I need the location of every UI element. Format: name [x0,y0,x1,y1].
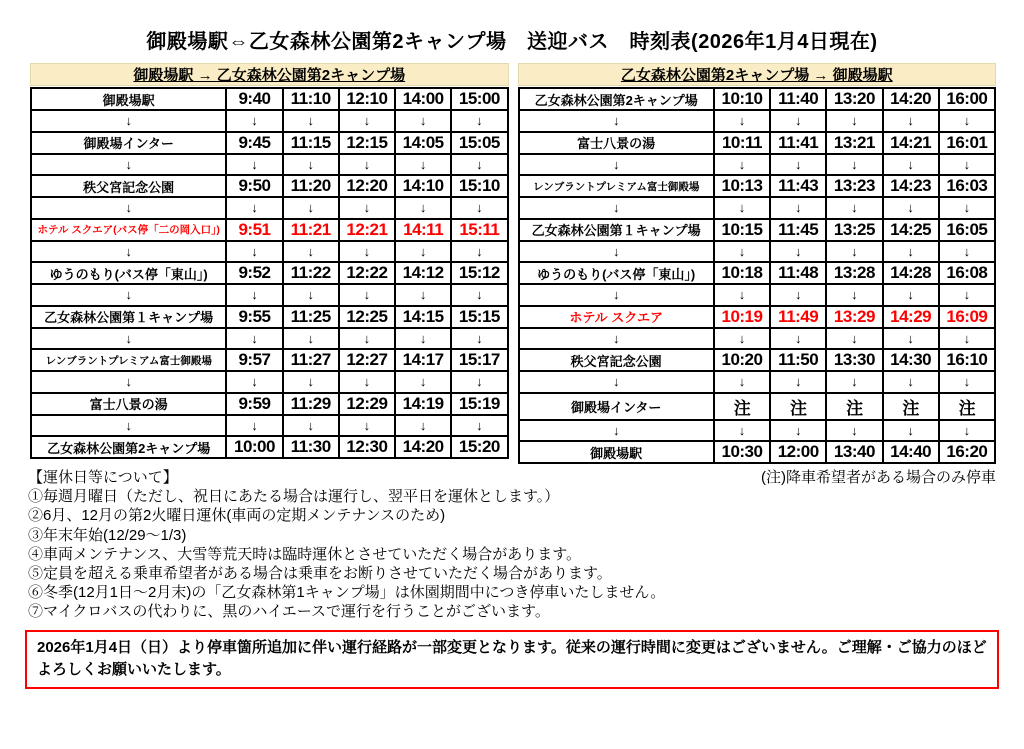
down-arrow-icon: ↓ [519,197,714,219]
down-arrow-icon: ↓ [339,110,395,132]
time-cell: 14:11 [395,219,451,241]
timetable-stop-row [31,393,508,415]
down-arrow-icon: ↓ [883,197,939,219]
down-arrow-icon: ↓ [31,154,226,176]
down-arrow-icon: ↓ [939,420,995,442]
down-arrow-icon: ↓ [826,328,882,350]
stop-name-cell: ゆうのもり(バス停「東山」) [31,262,226,284]
down-arrow-icon: ↓ [226,241,282,263]
down-arrow-icon: ↓ [395,154,451,176]
down-arrow-icon: ↓ [283,154,339,176]
timetable-arrow-row [31,415,508,437]
page-title: 御殿場駅⇔乙女森林公園第2キャンプ場 送迎バス 時刻表(2026年1月4日現在) [146,31,878,53]
time-cell: 9:51 [226,219,282,241]
stop-name-cell: 富士八景の湯 [31,393,226,415]
down-arrow-icon: ↓ [770,420,826,442]
time-cell: 11:15 [283,132,339,154]
down-arrow-icon: ↓ [770,154,826,176]
time-cell: 11:41 [770,132,826,154]
time-cell: 16:05 [939,219,995,241]
down-arrow-icon: ↓ [226,197,282,219]
stop-name-cell: 御殿場駅 [519,441,714,463]
note-item: ⑦マイクロバスの代わりに、黒のハイエースで運行を行うことがございます。 [28,603,550,621]
time-cell: 14:17 [395,349,451,371]
down-arrow-icon: ↓ [226,415,282,437]
stop-name-cell: 御殿場駅 [31,88,226,110]
time-cell: 12:22 [339,262,395,284]
down-arrow-icon: ↓ [939,328,995,350]
down-arrow-icon: ↓ [283,197,339,219]
timetable-stop-row [519,88,996,110]
notes-section [0,464,1024,622]
return-header-label: 乙女森林公園第2キャンプ場 → 御殿場駅 [620,67,893,84]
time-cell: 10:20 [714,349,770,371]
timetable-stop-row [31,175,508,197]
time-cell: 9:57 [226,349,282,371]
timetable-stop-row [519,306,996,328]
time-cell: 10:30 [714,441,770,463]
notes-list [28,487,996,621]
timetable-stop-row [31,88,508,110]
time-cell: 注 [826,393,882,420]
time-cell: 11:50 [770,349,826,371]
down-arrow-icon: ↓ [451,371,507,393]
time-cell: 14:23 [883,175,939,197]
time-cell: 16:03 [939,175,995,197]
down-arrow-icon: ↓ [451,154,507,176]
down-arrow-icon: ↓ [883,154,939,176]
down-arrow-icon: ↓ [339,415,395,437]
timetable-stop-row [519,349,996,371]
time-cell: 11:27 [283,349,339,371]
down-arrow-icon: ↓ [395,241,451,263]
note-item: ⑤定員を超える乗車希望者がある場合は乗車をお断りさせていただく場合があります。 [28,565,612,583]
time-cell: 10:15 [714,219,770,241]
down-arrow-icon: ↓ [339,197,395,219]
time-cell: 15:19 [451,393,507,415]
down-arrow-icon: ↓ [714,110,770,132]
stop-name-cell: ホテル スクエア(バス停「二の岡入口」) [31,219,226,241]
time-cell: 9:59 [226,393,282,415]
down-arrow-icon: ↓ [451,110,507,132]
down-arrow-icon: ↓ [451,241,507,263]
time-cell: 11:45 [770,219,826,241]
stop-name-cell: レンブラントプレミアム富士御殿場 [519,175,714,197]
notes-heading: 【運休日等について】 [28,469,178,486]
time-cell: 14:10 [395,175,451,197]
timetable-stop-row [519,262,996,284]
time-cell: 13:30 [826,349,882,371]
time-cell: 14:29 [883,306,939,328]
timetable-stop-row [31,132,508,154]
down-arrow-icon: ↓ [451,328,507,350]
time-cell: 13:40 [826,441,882,463]
time-cell: 16:08 [939,262,995,284]
down-arrow-icon: ↓ [883,371,939,393]
stop-name-cell: 秩父宮記念公園 [31,175,226,197]
timetable-stop-row [519,175,996,197]
notes-header-row [28,468,996,487]
time-cell: 10:10 [714,88,770,110]
down-arrow-icon: ↓ [883,241,939,263]
down-arrow-icon: ↓ [31,328,226,350]
time-cell: 13:21 [826,132,882,154]
down-arrow-icon: ↓ [714,241,770,263]
timetable-arrow-row [519,154,996,176]
timetable-arrow-row [31,328,508,350]
timetable-return [518,63,997,464]
timetable-stop-row [31,306,508,328]
time-cell: 11:25 [283,306,339,328]
timetable-arrow-row [519,284,996,306]
timetable-arrow-row [31,371,508,393]
down-arrow-icon: ↓ [714,284,770,306]
down-arrow-icon: ↓ [519,241,714,263]
outbound-table [30,87,509,459]
down-arrow-icon: ↓ [339,284,395,306]
route-change-notice: 2026年1月4日（日）より停車箇所追加に伴い運行経路が一部変更となります。従来の運行時間に変更はございません。ご理解・ご協力のほどよろしくお願いいたします。 [25,630,999,689]
down-arrow-icon: ↓ [939,154,995,176]
time-cell: 13:25 [826,219,882,241]
down-arrow-icon: ↓ [770,284,826,306]
down-arrow-icon: ↓ [826,110,882,132]
timetable-stop-row [31,262,508,284]
down-arrow-icon: ↓ [339,371,395,393]
time-cell: 13:20 [826,88,882,110]
timetable-arrow-row [31,110,508,132]
note-item: ①毎週月曜日（ただし、祝日にあたる場合は運行し、翌平日を運休とします。） [28,488,560,506]
time-cell: 14:00 [395,88,451,110]
time-cell: 15:05 [451,132,507,154]
time-cell: 注 [714,393,770,420]
down-arrow-icon: ↓ [939,197,995,219]
down-arrow-icon: ↓ [826,284,882,306]
time-cell: 9:50 [226,175,282,197]
down-arrow-icon: ↓ [883,110,939,132]
time-cell: 13:23 [826,175,882,197]
down-arrow-icon: ↓ [339,154,395,176]
time-cell: 注 [770,393,826,420]
down-arrow-icon: ↓ [31,371,226,393]
down-arrow-icon: ↓ [395,371,451,393]
down-arrow-icon: ↓ [770,328,826,350]
time-cell: 11:29 [283,393,339,415]
time-cell: 14:40 [883,441,939,463]
timetable-arrow-row [519,241,996,263]
stop-name-cell: 御殿場インター [31,132,226,154]
time-cell: 14:12 [395,262,451,284]
time-cell: 9:52 [226,262,282,284]
down-arrow-icon: ↓ [31,241,226,263]
time-cell: 9:55 [226,306,282,328]
down-arrow-icon: ↓ [226,328,282,350]
down-arrow-icon: ↓ [714,371,770,393]
note-item: ②6月、12月の第2火曜日運休(車両の定期メンテナンスのため) [28,507,446,525]
down-arrow-icon: ↓ [519,328,714,350]
time-cell: 11:49 [770,306,826,328]
down-arrow-icon: ↓ [826,420,882,442]
time-cell: 16:01 [939,132,995,154]
time-cell: 12:15 [339,132,395,154]
time-cell: 14:21 [883,132,939,154]
down-arrow-icon: ↓ [826,197,882,219]
timetable-stop-row [519,393,996,420]
down-arrow-icon: ↓ [826,241,882,263]
down-arrow-icon: ↓ [939,371,995,393]
time-cell: 15:10 [451,175,507,197]
down-arrow-icon: ↓ [31,197,226,219]
down-arrow-icon: ↓ [395,197,451,219]
stop-name-cell: レンブラントプレミアム富士御殿場 [31,349,226,371]
time-cell: 15:20 [451,436,507,458]
down-arrow-icon: ↓ [31,415,226,437]
time-cell: 16:09 [939,306,995,328]
down-arrow-icon: ↓ [283,284,339,306]
time-cell: 14:20 [395,436,451,458]
down-arrow-icon: ↓ [283,110,339,132]
down-arrow-icon: ↓ [883,284,939,306]
down-arrow-icon: ↓ [226,110,282,132]
down-arrow-icon: ↓ [31,284,226,306]
time-cell: 14:20 [883,88,939,110]
stop-name-cell: 富士八景の湯 [519,132,714,154]
down-arrow-icon: ↓ [283,241,339,263]
down-arrow-icon: ↓ [770,241,826,263]
time-cell: 14:30 [883,349,939,371]
down-arrow-icon: ↓ [770,197,826,219]
time-cell: 11:43 [770,175,826,197]
timetable-arrow-row [519,371,996,393]
down-arrow-icon: ↓ [519,371,714,393]
time-cell: 11:48 [770,262,826,284]
down-arrow-icon: ↓ [283,371,339,393]
stop-name-cell: 乙女森林公園第2キャンプ場 [31,436,226,458]
time-cell: 12:10 [339,88,395,110]
note-item: ④車両メンテナンス、大雪等荒天時は臨時運休とさせていただく場合があります。 [28,545,582,563]
down-arrow-icon: ↓ [283,328,339,350]
return-table [518,87,997,464]
time-cell: 9:45 [226,132,282,154]
time-cell: 14:19 [395,393,451,415]
down-arrow-icon: ↓ [883,328,939,350]
down-arrow-icon: ↓ [283,415,339,437]
down-arrow-icon: ↓ [339,241,395,263]
down-arrow-icon: ↓ [519,110,714,132]
time-cell: 15:12 [451,262,507,284]
time-cell: 14:05 [395,132,451,154]
time-cell: 9:40 [226,88,282,110]
time-cell: 12:30 [339,436,395,458]
drop-off-note: (注)降車希望者がある場合のみ停車 [761,469,996,486]
down-arrow-icon: ↓ [519,420,714,442]
down-arrow-icon: ↓ [451,284,507,306]
down-arrow-icon: ↓ [451,415,507,437]
down-arrow-icon: ↓ [939,241,995,263]
timetable-arrow-row [519,110,996,132]
timetable-arrow-row [31,154,508,176]
stop-name-cell: 乙女森林公園第2キャンプ場 [519,88,714,110]
down-arrow-icon: ↓ [939,110,995,132]
time-cell: 11:40 [770,88,826,110]
stop-name-cell: 乙女森林公園第１キャンプ場 [519,219,714,241]
time-cell: 14:28 [883,262,939,284]
down-arrow-icon: ↓ [770,110,826,132]
down-arrow-icon: ↓ [714,154,770,176]
timetable-stop-row [519,441,996,463]
down-arrow-icon: ↓ [226,371,282,393]
time-cell: 11:10 [283,88,339,110]
outbound-header [30,63,509,86]
note-item: ⑥冬季(12月1日～2月末)の「乙女森林第1キャンプ場」は休園期間中につき停車いたしません。 [28,584,666,602]
down-arrow-icon: ↓ [714,420,770,442]
time-cell: 11:30 [283,436,339,458]
timetables [0,63,1024,464]
stop-name-cell: ゆうのもり(バス停「東山」) [519,262,714,284]
down-arrow-icon: ↓ [395,415,451,437]
time-cell: 10:11 [714,132,770,154]
time-cell: 15:15 [451,306,507,328]
time-cell: 12:25 [339,306,395,328]
time-cell: 注 [883,393,939,420]
down-arrow-icon: ↓ [519,154,714,176]
time-cell: 12:21 [339,219,395,241]
time-cell: 10:13 [714,175,770,197]
down-arrow-icon: ↓ [714,328,770,350]
timetable-outbound [30,63,509,464]
down-arrow-icon: ↓ [770,371,826,393]
down-arrow-icon: ↓ [939,284,995,306]
time-cell: 16:10 [939,349,995,371]
time-cell: 10:00 [226,436,282,458]
down-arrow-icon: ↓ [395,110,451,132]
down-arrow-icon: ↓ [395,284,451,306]
timetable-stop-row [31,219,508,241]
down-arrow-icon: ↓ [339,328,395,350]
time-cell: 15:00 [451,88,507,110]
stop-name-cell: 秩父宮記念公園 [519,349,714,371]
down-arrow-icon: ↓ [883,420,939,442]
down-arrow-icon: ↓ [451,197,507,219]
time-cell: 10:19 [714,306,770,328]
down-arrow-icon: ↓ [395,328,451,350]
timetable-stop-row [31,349,508,371]
time-cell: 13:29 [826,306,882,328]
return-header [518,63,997,86]
timetable-arrow-row [519,328,996,350]
down-arrow-icon: ↓ [519,284,714,306]
time-cell: 14:25 [883,219,939,241]
timetable-stop-row [519,132,996,154]
time-cell: 16:20 [939,441,995,463]
time-cell: 15:17 [451,349,507,371]
time-cell: 12:29 [339,393,395,415]
down-arrow-icon: ↓ [31,110,226,132]
time-cell: 10:18 [714,262,770,284]
timetable-stop-row [31,436,508,458]
time-cell: 11:20 [283,175,339,197]
stop-name-cell: ホテル スクエア [519,306,714,328]
time-cell: 13:28 [826,262,882,284]
timetable-arrow-row [31,197,508,219]
note-item: ③年末年始(12/29～1/3) [28,526,187,544]
time-cell: 11:21 [283,219,339,241]
time-cell: 16:00 [939,88,995,110]
down-arrow-icon: ↓ [826,371,882,393]
down-arrow-icon: ↓ [226,154,282,176]
timetable-stop-row [519,219,996,241]
down-arrow-icon: ↓ [714,197,770,219]
timetable-arrow-row [519,420,996,442]
time-cell: 14:15 [395,306,451,328]
time-cell: 12:20 [339,175,395,197]
down-arrow-icon: ↓ [226,284,282,306]
time-cell: 12:00 [770,441,826,463]
timetable-arrow-row [31,241,508,263]
stop-name-cell: 乙女森林公園第１キャンプ場 [31,306,226,328]
time-cell: 12:27 [339,349,395,371]
time-cell: 注 [939,393,995,420]
time-cell: 15:11 [451,219,507,241]
timetable-arrow-row [31,284,508,306]
down-arrow-icon: ↓ [826,154,882,176]
stop-name-cell: 御殿場インター [519,393,714,420]
time-cell: 11:22 [283,262,339,284]
timetable-arrow-row [519,197,996,219]
outbound-header-label: 御殿場駅 → 乙女森林公園第2キャンプ場 [133,67,406,84]
